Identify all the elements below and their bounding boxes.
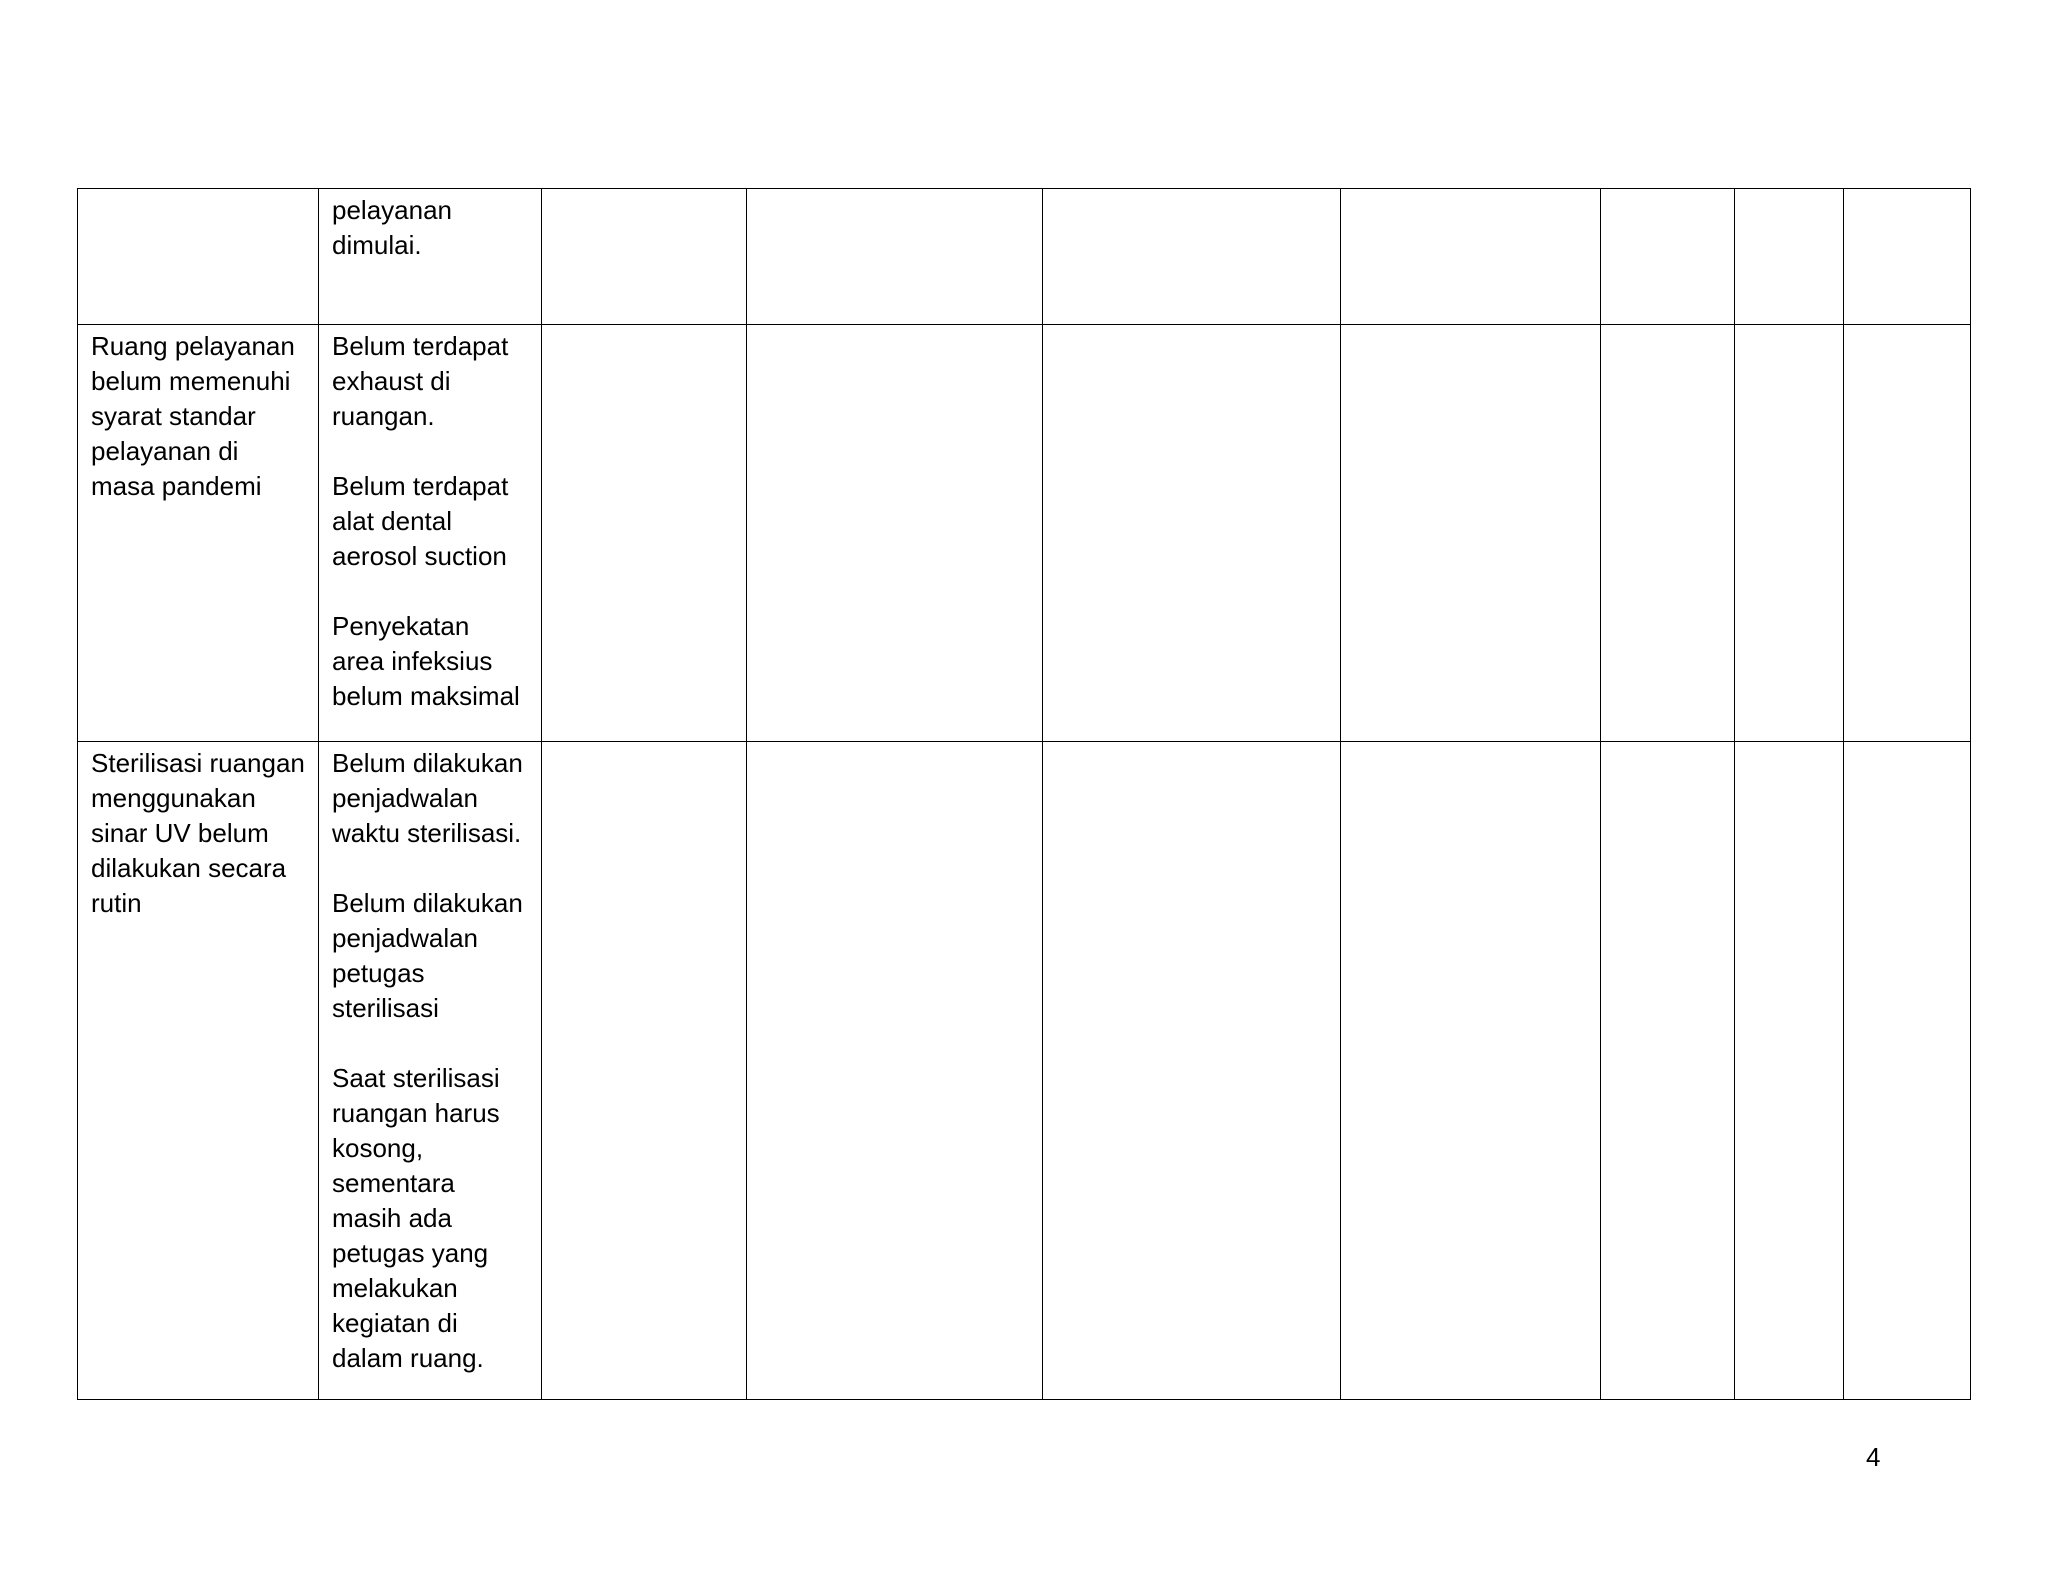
problem-cell <box>78 742 319 1400</box>
empty-cell <box>1341 742 1601 1400</box>
empty-cell <box>1844 189 1971 325</box>
problem-text: Sterilisasi ruangan menggunakan sinar UV belum dilakukan secara rutin <box>91 748 305 918</box>
problem-cell <box>78 189 319 325</box>
empty-cell <box>1043 189 1341 325</box>
empty-cell <box>1844 325 1971 742</box>
empty-cell <box>1735 189 1844 325</box>
empty-cell <box>747 325 1043 742</box>
problem-cell <box>78 325 319 742</box>
empty-cell <box>1601 742 1735 1400</box>
empty-cell <box>1844 742 1971 1400</box>
empty-cell <box>747 189 1043 325</box>
empty-cell <box>1341 189 1601 325</box>
empty-cell <box>747 742 1043 1400</box>
cause-cell <box>319 742 542 1400</box>
empty-cell <box>542 742 747 1400</box>
cause-text: pelayanan dimulai. <box>332 195 452 260</box>
problem-analysis-table <box>77 188 1971 1400</box>
table-row <box>78 189 1971 325</box>
empty-cell <box>1735 742 1844 1400</box>
empty-cell <box>1601 325 1735 742</box>
cause-text: Belum dilakukan penjadwalan waktu sterilisasi. Belum dilakukan penjadwalan petugas sterilisasi Saat sterilisasi ruangan harus kosong, sementara masih ada petugas yang melakukan kegiatan di dalam ruang. <box>332 748 523 1373</box>
table-row <box>78 742 1971 1400</box>
problem-text: Ruang pelayanan belum memenuhi syarat standar pelayanan di masa pandemi <box>91 331 295 501</box>
cause-text: Belum terdapat exhaust di ruangan. Belum terdapat alat dental aerosol suction Penyekatan area infeksius belum maksimal <box>332 331 520 711</box>
empty-cell <box>542 325 747 742</box>
empty-cell <box>1735 325 1844 742</box>
page-number: 4 <box>1866 1442 1881 1472</box>
cause-cell <box>319 189 542 325</box>
empty-cell <box>1043 742 1341 1400</box>
empty-cell <box>1601 189 1735 325</box>
table-row <box>78 325 1971 742</box>
empty-cell <box>542 189 747 325</box>
empty-cell <box>1341 325 1601 742</box>
cause-cell <box>319 325 542 742</box>
empty-cell <box>1043 325 1341 742</box>
